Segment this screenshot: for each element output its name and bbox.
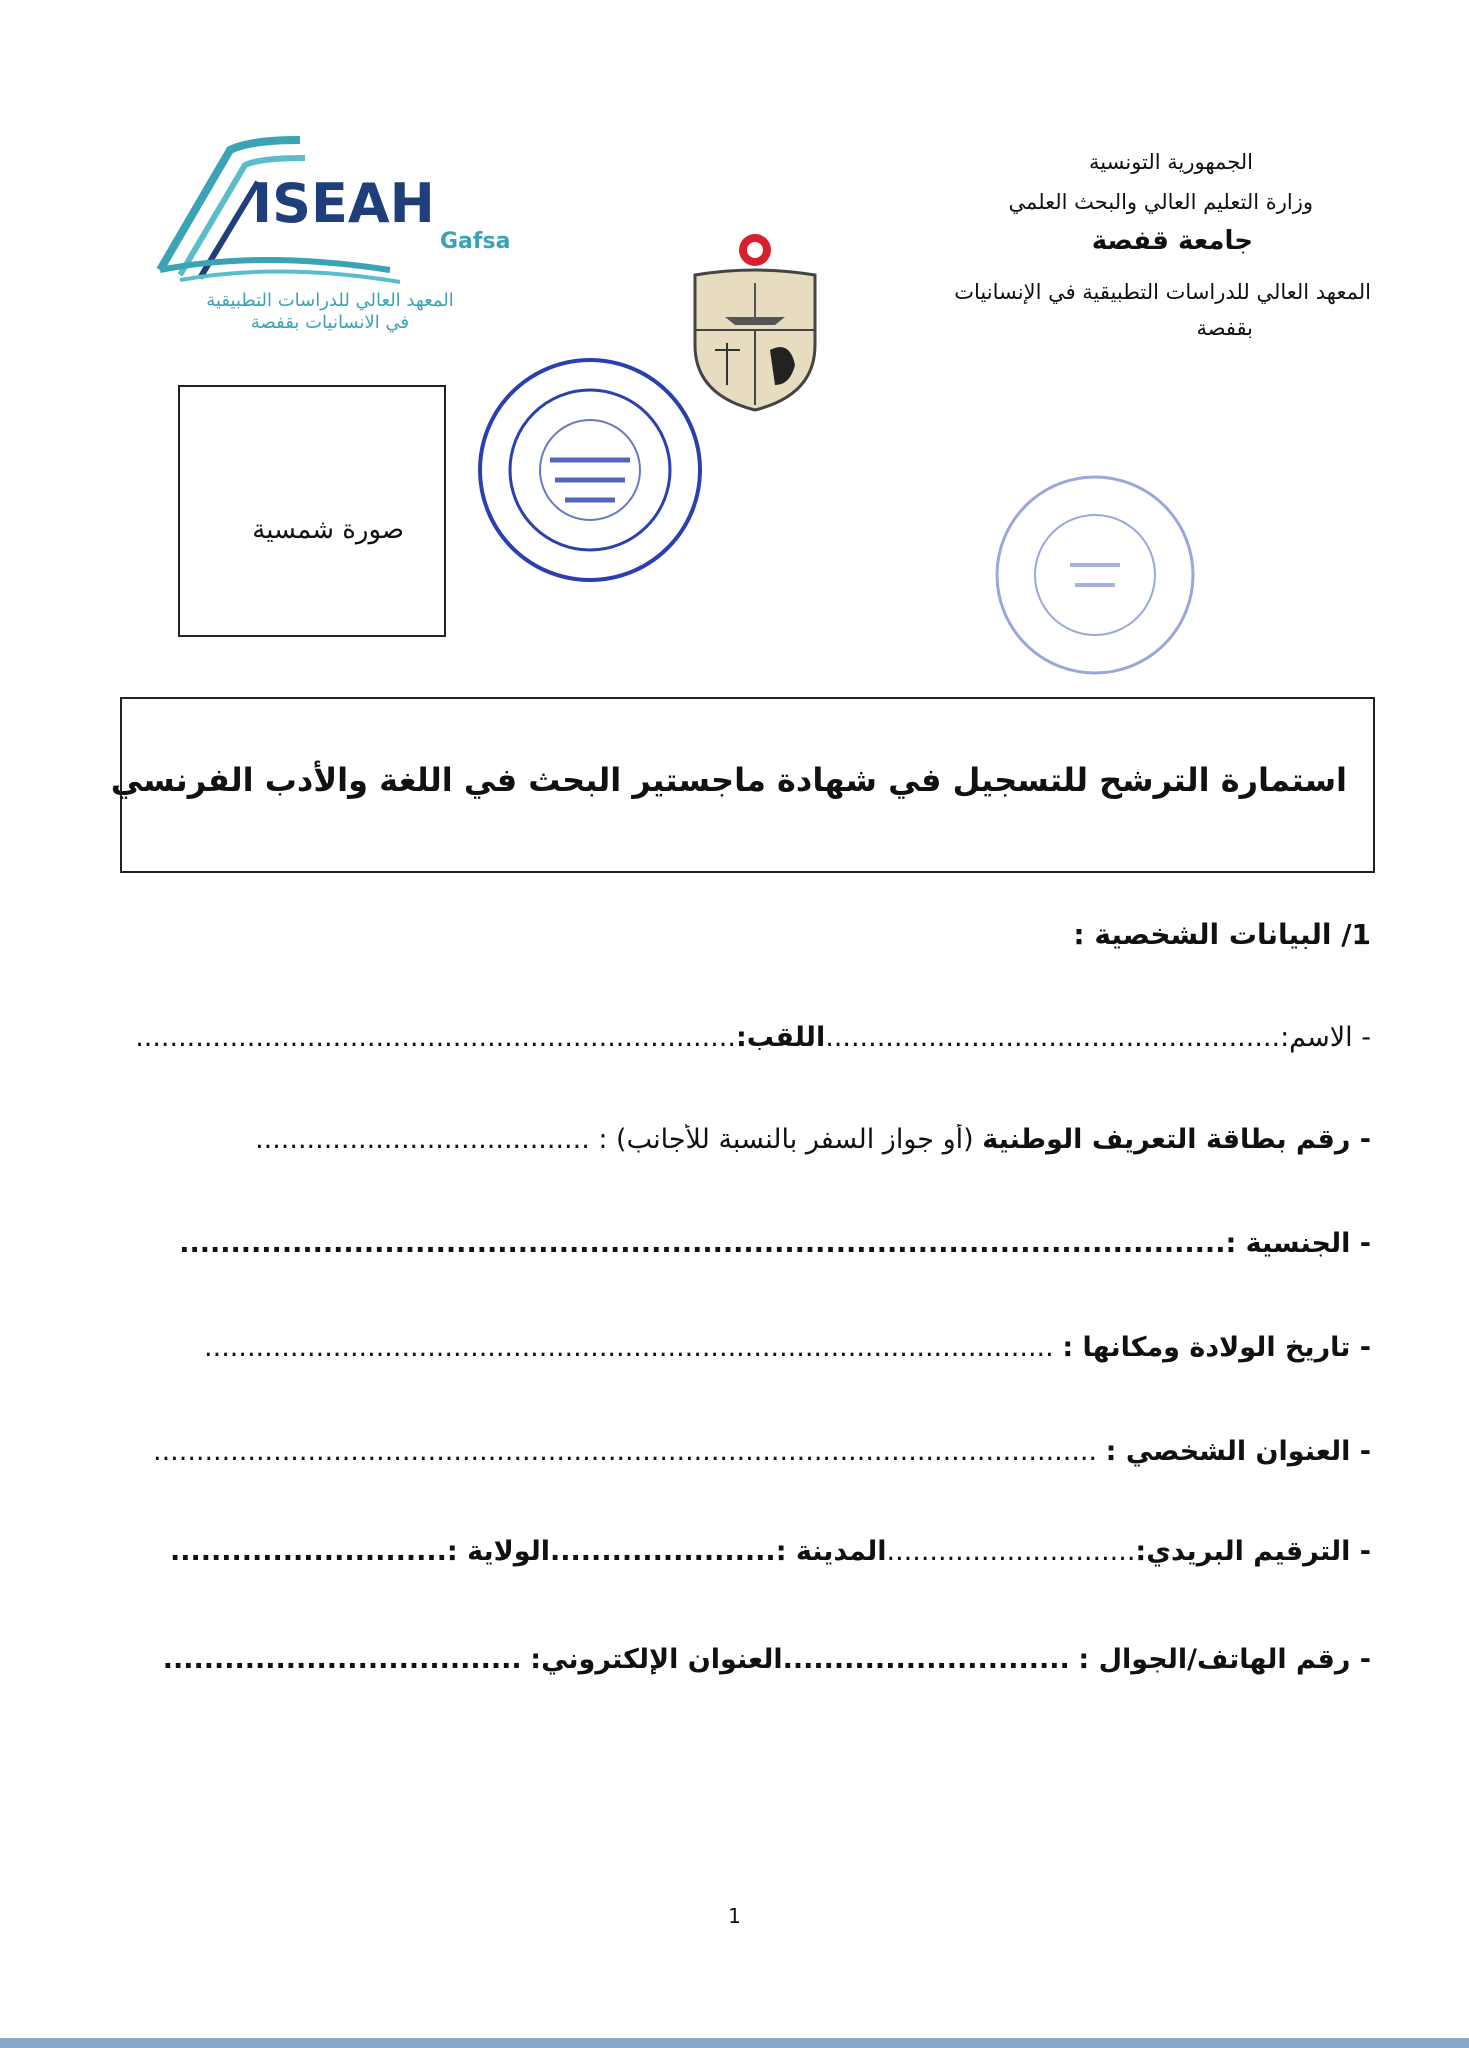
form-title-box <box>110 697 1375 873</box>
id-note: (أو جواز السفر بالنسبة للأجانب) : <box>598 1124 974 1155</box>
city-field[interactable]: ...................... <box>550 1536 776 1567</box>
email-label: العنوان الإلكتروني: <box>530 1644 783 1675</box>
logo-subtitle: Gafsa <box>440 229 511 254</box>
birth-field[interactable]: ................................................................................................... <box>204 1332 1054 1363</box>
photo-label: صورة شمسية <box>252 515 404 545</box>
header-institute: المعهد العالي للدراسات التطبيقية في الإنسانيات <box>954 280 1371 304</box>
photo-box <box>178 385 446 637</box>
name-label: - الاسم: <box>1280 1022 1371 1053</box>
city-label: المدينة : <box>775 1536 887 1567</box>
header-city: بقفصة <box>1196 316 1253 340</box>
address-field[interactable]: .............................................................................................................. <box>152 1436 1098 1467</box>
postal-field[interactable]: ............................. <box>886 1536 1136 1567</box>
ministry-stamp <box>990 470 1200 684</box>
nationality-row <box>130 1228 1371 1272</box>
id-field[interactable]: ....................................... <box>255 1124 590 1155</box>
phone-label: - رقم الهاتف/الجوال : <box>1078 1644 1371 1675</box>
logo-arabic-text: المعهد العالي للدراسات التطبيقية في الانسانيات بقفصة <box>206 290 454 333</box>
header-university: جامعة قفصة <box>1091 226 1253 256</box>
birth-label: - تاريخ الولادة ومكانها : <box>1062 1332 1371 1363</box>
scan-edge <box>0 2038 1469 2048</box>
state-label: الولاية : <box>446 1536 551 1567</box>
phone-field[interactable]: ............................ <box>782 1644 1070 1675</box>
surname-label: اللقب: <box>735 1022 826 1053</box>
nationality-label: - الجنسية : <box>1225 1228 1371 1259</box>
id-row <box>130 1124 1371 1168</box>
postal-row <box>130 1536 1371 1580</box>
page-number: 1 <box>728 1904 741 1928</box>
postal-label: - الترقيم البريدي: <box>1135 1536 1371 1567</box>
section-personal-data: 1/ البيانات الشخصية : <box>1073 918 1371 951</box>
surname-field[interactable]: ...................................................................... <box>135 1022 736 1053</box>
logo-title: ISEAH <box>252 172 435 235</box>
header-ministry: وزارة التعليم العالي والبحث العلمي <box>1008 190 1313 214</box>
email-field[interactable]: ................................... <box>162 1644 522 1675</box>
state-field[interactable]: ........................... <box>169 1536 447 1567</box>
nationality-field[interactable]: ...................................................................................................... <box>179 1228 1226 1259</box>
phone-row <box>130 1644 1371 1688</box>
birth-row <box>130 1332 1371 1376</box>
header-country: الجمهورية التونسية <box>1089 150 1253 174</box>
name-field[interactable]: ..................................................... <box>825 1022 1281 1053</box>
id-label: - رقم بطاقة التعريف الوطنية <box>982 1124 1371 1155</box>
address-label: - العنوان الشخصي : <box>1105 1436 1371 1467</box>
form-title: استمارة الترشح للتسجيل في شهادة ماجستير البحث في اللغة والأدب الفرنسي <box>110 761 1347 799</box>
name-row <box>130 1022 1371 1066</box>
university-stamp <box>470 350 710 594</box>
address-row <box>130 1436 1371 1480</box>
